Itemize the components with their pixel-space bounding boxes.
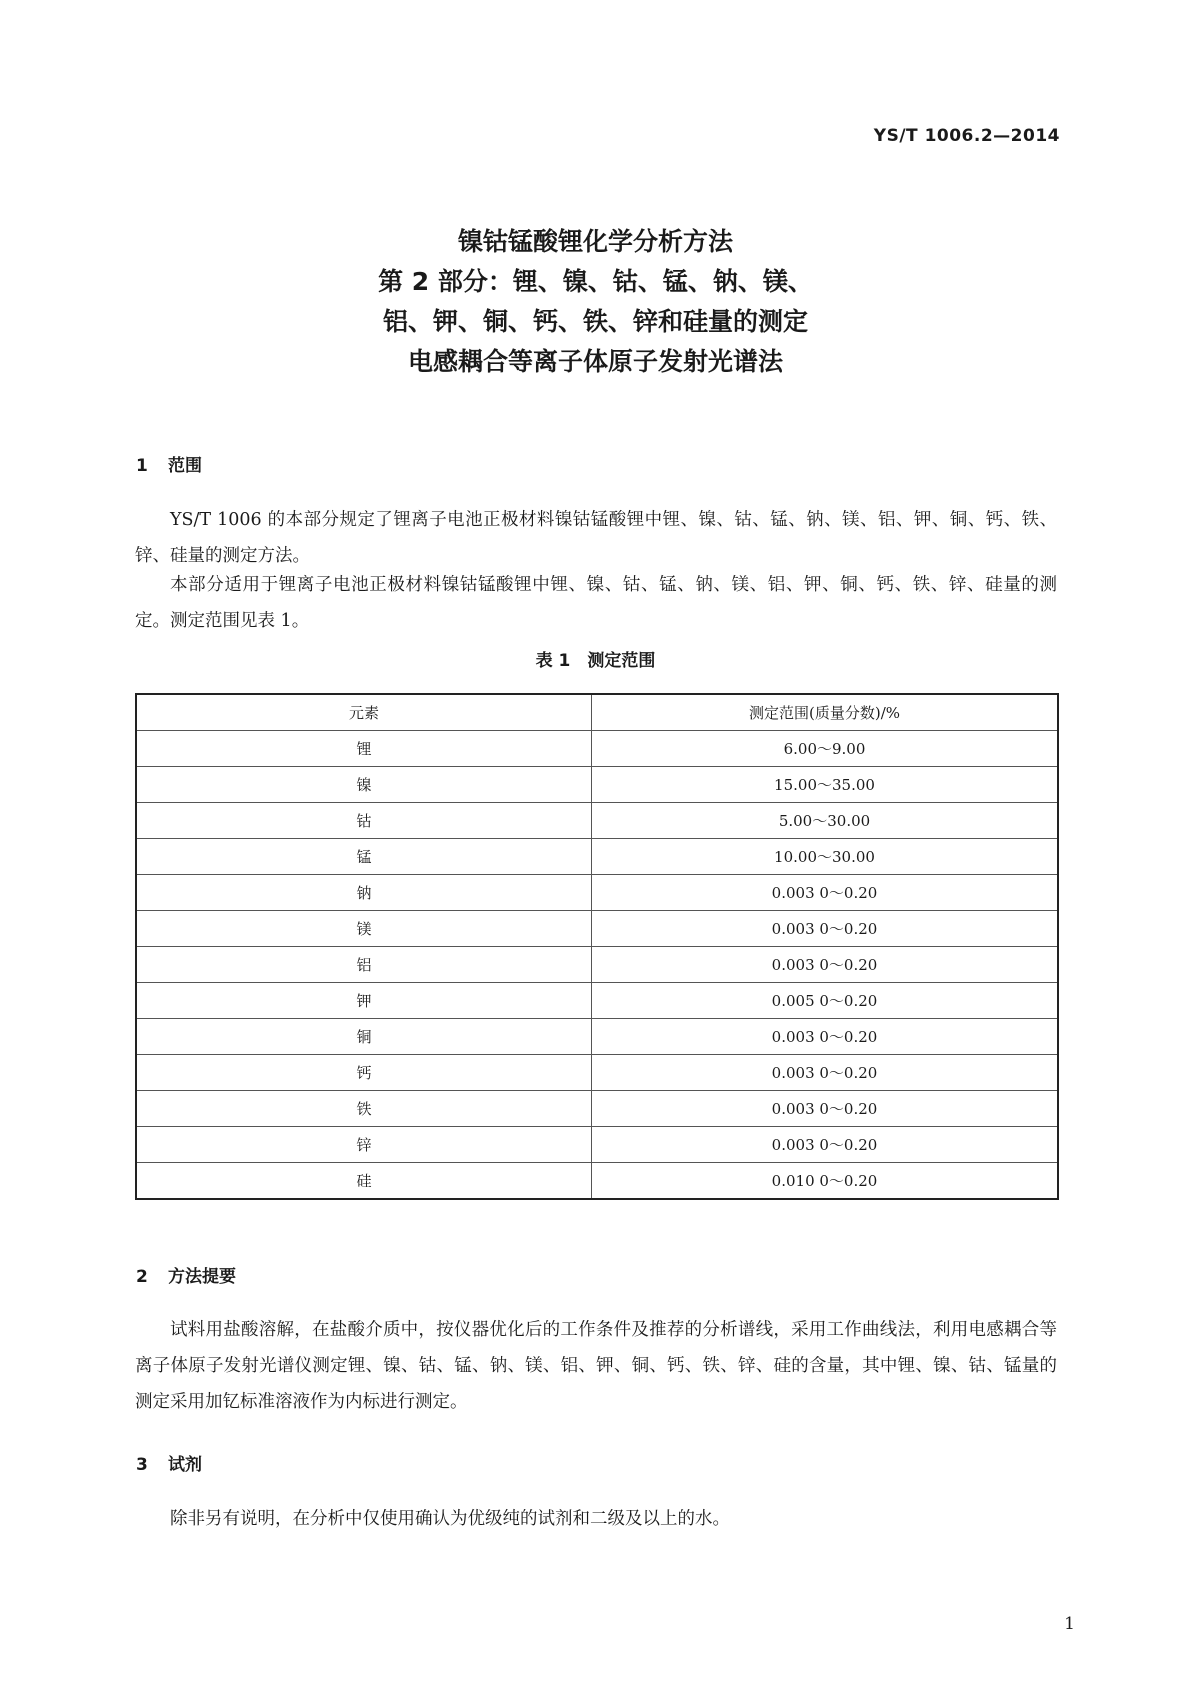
scope-paragraph-2: 本部分适用于锂离子电池正极材料镍钴锰酸锂中锂、镍、钴、锰、钠、镁、铝、钾、铜、钙、铁、锌、硅量的测定。测定范围见表 1。 xyxy=(135,575,1057,631)
range-cell: 5.00～30.00 xyxy=(592,803,1059,839)
range-cell: 0.010 0～0.20 xyxy=(592,1163,1059,1200)
title-line: 铝、钾、铜、钙、铁、锌和硅量的测定 xyxy=(382,307,808,336)
page-number: 1 xyxy=(1064,1614,1075,1634)
range-cell: 10.00～30.00 xyxy=(592,839,1059,875)
range-cell: 15.00～35.00 xyxy=(592,767,1059,803)
element-cell: 锌 xyxy=(136,1127,592,1163)
method-paragraph: 试料用盐酸溶解，在盐酸介质中，按仪器优化后的工作条件及推荐的分析谱线，采用工作曲线法，利用电感耦合等离子体原子发射光谱仪测定锂、镍、钴、锰、钠、镁、铝、钾、铜、钙、铁、锌、硅的含量，其中锂、镍、钴、锰量的测定采用加钇标准溶液作为内标进行测定。 xyxy=(135,1320,1057,1412)
table-row xyxy=(136,839,1058,875)
element-cell: 钴 xyxy=(136,803,592,839)
range-cell: 6.00～9.00 xyxy=(592,731,1059,767)
table-row xyxy=(136,911,1058,947)
section-number: 3 xyxy=(136,1455,148,1475)
element-cell: 钾 xyxy=(136,983,592,1019)
section-title: 方法提要 xyxy=(168,1267,236,1287)
table-row xyxy=(136,767,1058,803)
section-heading-reagents xyxy=(136,1450,202,1475)
scope-paragraph-1: YS/T 1006 的本部分规定了锂离子电池正极材料镍钴锰酸锂中锂、镍、钴、锰、钠、镁、铝、钾、铜、钙、铁、锌、硅量的测定方法。 xyxy=(135,510,1057,566)
range-cell: 0.003 0～0.20 xyxy=(592,1127,1059,1163)
title-line: 镍钴锰酸锂化学分析方法 xyxy=(457,227,733,256)
range-cell: 0.005 0～0.20 xyxy=(592,983,1059,1019)
table-row xyxy=(136,1127,1058,1163)
section-number: 2 xyxy=(136,1267,148,1287)
element-cell: 锂 xyxy=(136,731,592,767)
header-range: 测定范围(质量分数)/% xyxy=(592,694,1059,731)
section-number: 1 xyxy=(136,456,148,476)
range-cell: 0.003 0～0.20 xyxy=(592,947,1059,983)
table-row xyxy=(136,1019,1058,1055)
table-row xyxy=(136,947,1058,983)
table-row xyxy=(136,731,1058,767)
element-cell: 硅 xyxy=(136,1163,592,1200)
table-row xyxy=(136,983,1058,1019)
element-cell: 铜 xyxy=(136,1019,592,1055)
table-row xyxy=(136,875,1058,911)
reagents-paragraph: 除非另有说明，在分析中仅使用确认为优级纯的试剂和二级及以上的水。 xyxy=(170,1509,730,1529)
table-row xyxy=(136,1055,1058,1091)
element-cell: 镍 xyxy=(136,767,592,803)
element-cell: 镁 xyxy=(136,911,592,947)
measurement-range-table xyxy=(135,693,1059,1200)
section-heading-method xyxy=(136,1262,236,1287)
document-title xyxy=(0,222,1191,382)
table-header-row xyxy=(136,694,1058,731)
title-line: 第 2 部分：锂、镍、钴、锰、钠、镁、 xyxy=(378,267,813,296)
element-cell: 钠 xyxy=(136,875,592,911)
range-cell: 0.003 0～0.20 xyxy=(592,1091,1059,1127)
section-title: 试剂 xyxy=(168,1455,202,1475)
range-cell: 0.003 0～0.20 xyxy=(592,911,1059,947)
table-caption: 表 1 测定范围 xyxy=(535,651,656,671)
section-heading-scope xyxy=(136,451,202,476)
table-row xyxy=(136,1163,1058,1200)
standard-code: YS/T 1006.2—2014 xyxy=(873,126,1060,146)
element-cell: 铁 xyxy=(136,1091,592,1127)
element-cell: 铝 xyxy=(136,947,592,983)
header-element: 元素 xyxy=(136,694,592,731)
range-cell: 0.003 0～0.20 xyxy=(592,875,1059,911)
title-line: 电感耦合等离子体原子发射光谱法 xyxy=(407,347,783,376)
table-row xyxy=(136,803,1058,839)
range-cell: 0.003 0～0.20 xyxy=(592,1055,1059,1091)
section-title: 范围 xyxy=(168,456,202,476)
element-cell: 钙 xyxy=(136,1055,592,1091)
range-cell: 0.003 0～0.20 xyxy=(592,1019,1059,1055)
table-row xyxy=(136,1091,1058,1127)
element-cell: 锰 xyxy=(136,839,592,875)
